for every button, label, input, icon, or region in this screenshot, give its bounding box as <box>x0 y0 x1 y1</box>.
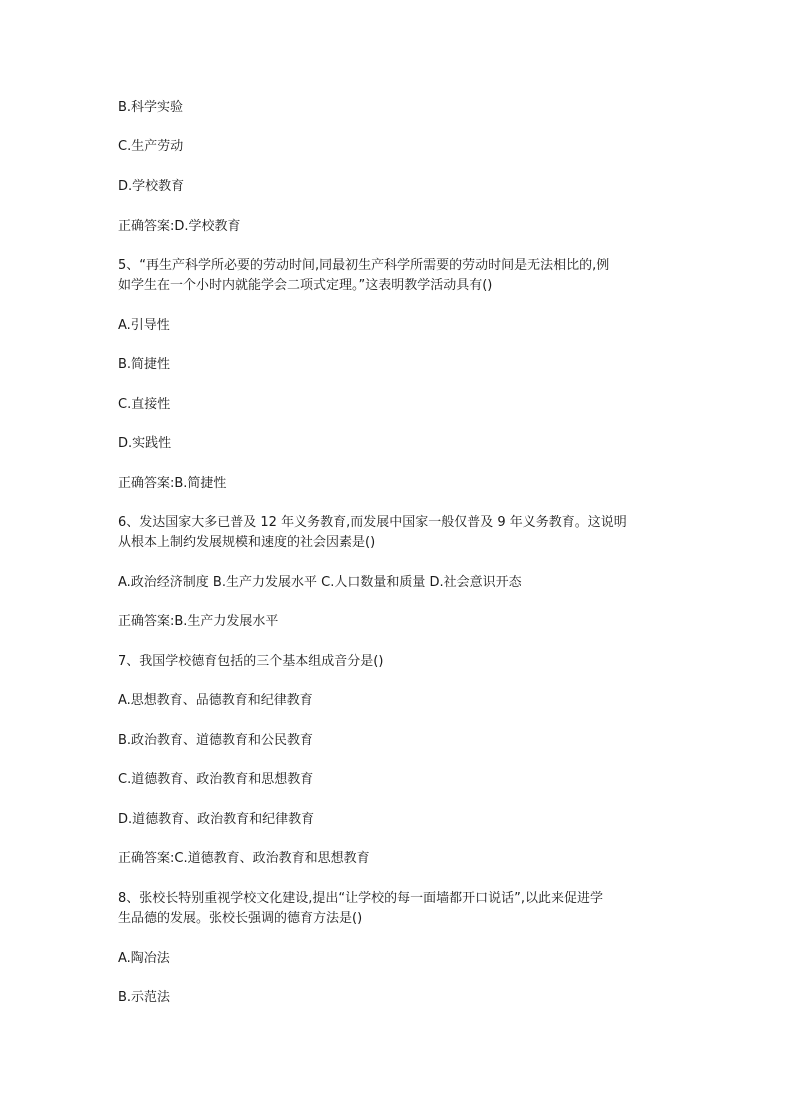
q5-question <box>118 256 688 296</box>
q7-option-b: B.政治教育、道德教育和公民教育 <box>118 733 314 748</box>
q4-answer: 正确答案:D.学校教育 <box>118 219 241 234</box>
q8-option-b: B.示范法 <box>118 990 171 1005</box>
q6-options: A.政治经济制度 B.生产力发展水平 C.人口数量和质量 D.社会意识开态 <box>118 575 522 590</box>
q5-question-line-1: 5、“再生产科学所必要的劳动时间,同最初生产科学所需要的劳动时间是无法相比的,例 <box>118 258 610 273</box>
q4-option-c: C.生产劳动 <box>118 139 184 154</box>
q6-answer: 正确答案:B.生产力发展水平 <box>118 614 279 629</box>
q6-question <box>118 513 688 553</box>
q6-question-line-1: 6、发达国家大多已普及 12 年义务教育,而发展中国家一般仅普及 9 年义务教育。这说明 <box>118 515 627 530</box>
q5-option-d: D.实践性 <box>118 436 172 451</box>
q4-option-b: B.科学实验 <box>118 100 184 115</box>
q5-option-c: C.直接性 <box>118 397 171 412</box>
q8-question <box>118 889 688 929</box>
q8-question-line-1: 8、张校长特别重视学校文化建设,提出“让学校的每一面墙都开口说话”,以此来促进学 <box>118 891 604 906</box>
q7-answer: 正确答案:C.道德教育、政治教育和思想教育 <box>118 851 370 866</box>
q7-option-c: C.道德教育、政治教育和思想教育 <box>118 772 314 787</box>
q8-question-line-2: 生品德的发展。张校长强调的德育方法是() <box>118 911 363 926</box>
q5-question-line-2: 如学生在一个小时内就能学会二项式定理。”这表明教学活动具有() <box>118 278 493 293</box>
q6-question-line-2: 从根本上制约发展规模和速度的社会因素是() <box>118 535 376 550</box>
q7-option-a: A.思想教育、品德教育和纪律教育 <box>118 693 313 708</box>
q7-question: 7、我国学校德育包括的三个基本组成音分是() <box>118 654 384 669</box>
q5-answer: 正确答案:B.简捷性 <box>118 476 227 491</box>
q5-option-b: B.简捷性 <box>118 357 171 372</box>
q5-option-a: A.引导性 <box>118 318 170 333</box>
q7-option-d: D.道德教育、政治教育和纪律教育 <box>118 812 315 827</box>
q4-option-d: D.学校教育 <box>118 179 185 194</box>
q8-option-a: A.陶冶法 <box>118 951 170 966</box>
